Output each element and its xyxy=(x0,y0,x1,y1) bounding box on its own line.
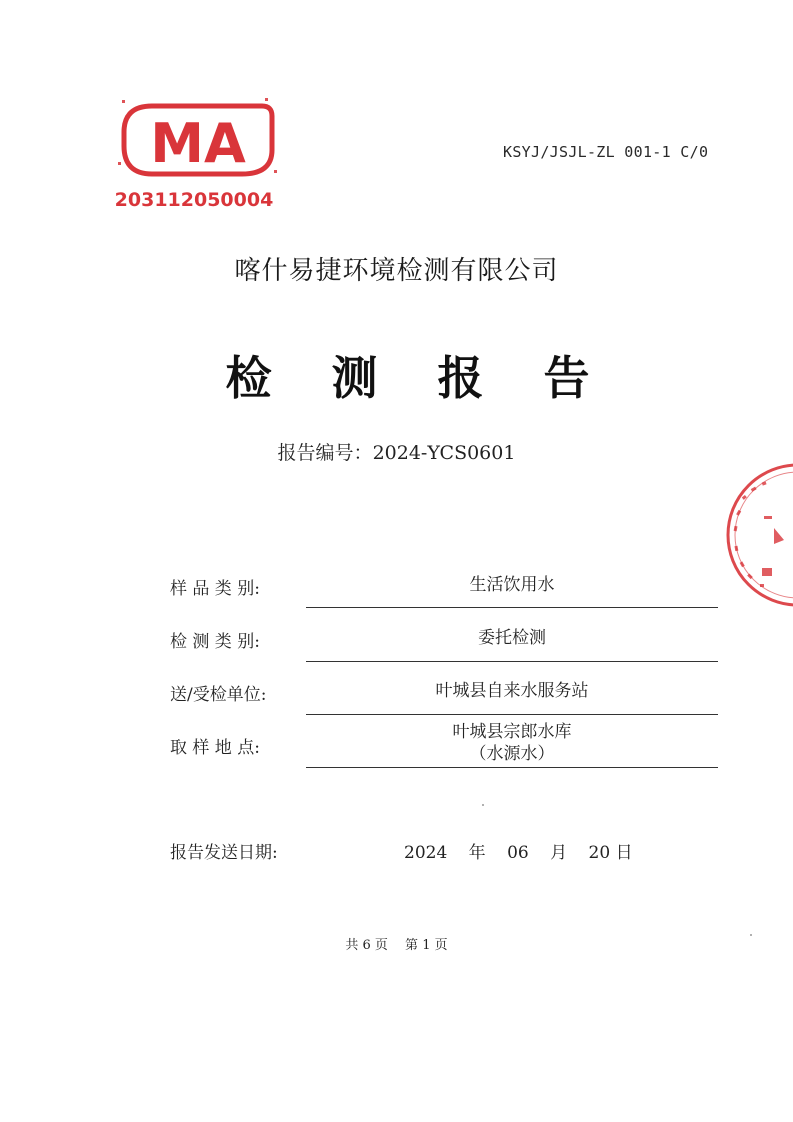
issue-date-year-unit: 年 xyxy=(468,843,486,863)
report-number-value: 2024-YCS0601 xyxy=(372,442,516,464)
issue-date-day-unit: 日 xyxy=(615,843,633,863)
issue-date-year: 2024 xyxy=(404,843,448,863)
sampling-site-line2: （水源水） xyxy=(469,744,555,764)
issue-date-month: 06 xyxy=(507,843,529,863)
client-unit-label: 送/受检单位: xyxy=(170,685,267,705)
test-type-value: 委托检测 xyxy=(478,628,546,648)
ma-stamp-letters: MA xyxy=(150,112,246,175)
sampling-site-underline xyxy=(306,767,718,768)
page-indicator: 共 6 页 第 1 页 xyxy=(345,938,448,953)
issue-date-month-unit: 月 xyxy=(550,843,568,863)
issue-date-label: 报告发送日期: xyxy=(170,843,278,863)
sampling-site-label: 取 样 地 点: xyxy=(170,738,260,758)
scan-speck xyxy=(482,804,484,806)
report-title: 检 测 报 告 xyxy=(225,351,612,405)
company-seal xyxy=(718,460,793,610)
report-number xyxy=(0,438,793,465)
sampling-site-value xyxy=(306,721,718,765)
ma-stamp-number: 203112050004 xyxy=(114,189,274,211)
sample-type-value: 生活饮用水 xyxy=(469,575,555,595)
issue-date-value xyxy=(404,838,633,863)
test-type-label: 检 测 类 别: xyxy=(170,632,260,652)
client-unit-underline xyxy=(306,714,718,715)
client-unit-value: 叶城县自来水服务站 xyxy=(435,681,589,701)
issue-date-day: 20 xyxy=(588,843,611,863)
sampling-site-line1: 叶城县宗郎水库 xyxy=(452,722,572,742)
scan-speck xyxy=(750,934,752,936)
report-number-label: 报告编号： xyxy=(277,442,373,464)
test-type-underline xyxy=(306,661,718,662)
sample-type-underline xyxy=(306,607,718,608)
company-name: 喀什易捷环境检测有限公司 xyxy=(234,256,559,286)
sample-type-label: 样 品 类 别: xyxy=(170,579,260,599)
ma-certification-stamp xyxy=(112,88,282,218)
document-code: KSYJ/JSJL-ZL 001-1 C/0 xyxy=(503,143,709,161)
